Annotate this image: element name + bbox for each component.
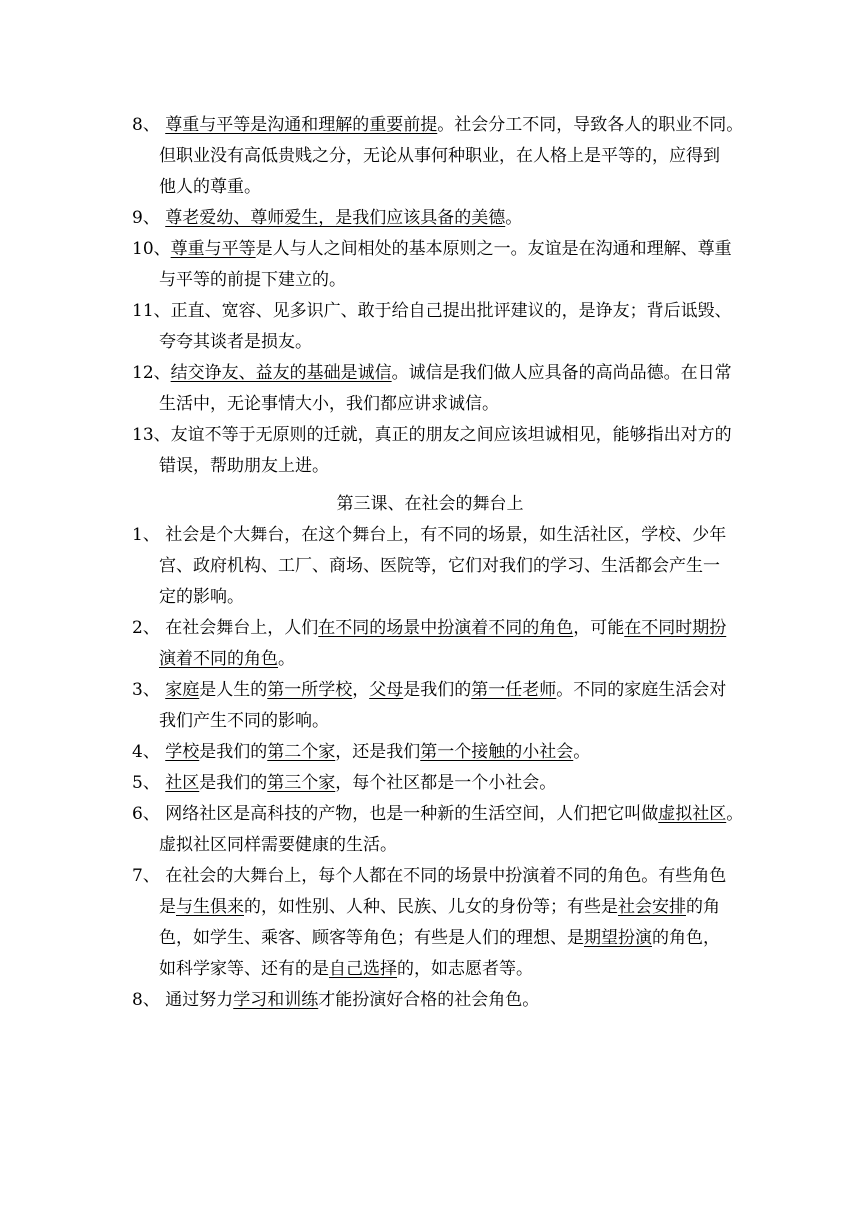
list-item [132, 799, 744, 861]
text-span: 定的影响。 [159, 587, 244, 607]
underlined-text: 虚拟社区 [658, 804, 727, 824]
text-line [132, 358, 732, 389]
text-line [132, 613, 732, 644]
text-line [132, 582, 732, 613]
underlined-text: 学习和训练 [233, 990, 319, 1010]
text-span: 。 [278, 649, 295, 669]
text-line [132, 768, 732, 799]
text-line [132, 520, 732, 551]
text-span: 是我们的 [199, 742, 268, 762]
text-span: 是人生的 [199, 680, 268, 700]
text-span: 。 [573, 742, 591, 762]
text-line [132, 706, 732, 737]
text-span: ，每个社区都是一个小社会。 [335, 773, 557, 793]
text-line [132, 420, 732, 451]
text-span: 是我们的 [199, 773, 268, 793]
text-span: 的，如性别、人种、民族、儿女的身份等；有些是 [244, 897, 618, 917]
text-span: 宫、政府机构、工厂、商场、医院等，它们对我们的学习、生活都会产生一 [159, 556, 720, 576]
list-item [132, 520, 732, 613]
text-line [132, 954, 732, 985]
list-item [132, 203, 732, 234]
text-line [132, 327, 732, 358]
text-span: 他人的尊重。 [159, 177, 261, 197]
text-line [132, 265, 732, 296]
list-item [132, 675, 732, 737]
underlined-text: 第三个家 [267, 773, 336, 793]
text-span: 。诚信是我们做人应具备的高尚品德。在日常 [391, 363, 732, 383]
text-span: 与平等的前提下建立的。 [159, 270, 346, 290]
text-span: 才能扮演好合格的社会角色。 [318, 990, 540, 1010]
text-span: 虚拟社区同样需要健康的生活。 [159, 835, 397, 855]
underlined-text: 期望扮演 [584, 928, 652, 948]
text-line [132, 110, 744, 141]
text-span: 6、 网络社区是高科技的产物，也是一种新的生活空间，人们把它叫做 [132, 804, 659, 824]
text-span: 如科学家等、还有的是 [159, 959, 329, 979]
text-span: 8、 [132, 115, 166, 135]
text-span: 色，如学生、乘客、顾客等角色；有些是人们的理想、是 [159, 928, 584, 948]
text-span: 生活中，无论事情大小，我们都应讲求诚信。 [159, 394, 499, 414]
list-item [132, 420, 732, 482]
text-span: 7、 在社会的大舞台上，每个人都在不同的场景中扮演着不同的角色。有些角色 [132, 866, 727, 886]
text-span: 9、 [132, 208, 166, 228]
underlined-text: 学校 [165, 742, 200, 762]
underlined-text: 第一任老师 [471, 680, 557, 700]
text-span: 11、正直、宽容、见多识广、敢于给自己提出批评建议的，是诤友；背后诋毁、 [132, 301, 732, 321]
underlined-text: 家庭 [165, 680, 200, 700]
text-line [132, 892, 732, 923]
text-line [132, 203, 732, 234]
underlined-text: 尊重与平等是沟通和理解的重要前提 [165, 115, 438, 135]
text-span: 是人与人之间相处的基本原则之一。友谊是在沟通和理解、尊重 [255, 239, 732, 259]
list-item [132, 110, 744, 203]
underlined-text: 社会安排 [618, 897, 686, 917]
text-span: 是我们的 [403, 680, 472, 700]
text-line [132, 861, 732, 892]
text-span: 3、 [132, 680, 166, 700]
text-line [132, 737, 732, 768]
underlined-text: 社区 [165, 773, 200, 793]
text-span: 1、 社会是个大舞台，在这个舞台上，有不同的场景，如生活社区，学校、少年 [132, 525, 727, 545]
text-line [132, 644, 732, 675]
text-span: 错误，帮助朋友上进。 [159, 456, 329, 476]
underlined-text: 在不同的场景中扮演着不同的角色 [318, 618, 574, 638]
underlined-text: 第一个接触的小社会 [420, 742, 574, 762]
text-line [132, 923, 732, 954]
text-span: 的角 [686, 897, 720, 917]
text-span: 10、 [132, 239, 171, 259]
text-line [132, 389, 732, 420]
underlined-text: 在不同时期扮 [624, 618, 727, 638]
list-item [132, 768, 732, 799]
underlined-text: 自己选择 [329, 959, 397, 979]
text-span: 4、 [132, 742, 166, 762]
text-span: ，还是我们 [335, 742, 421, 762]
text-line [132, 985, 732, 1016]
list-item [132, 358, 732, 420]
text-line [132, 830, 732, 861]
section-heading: 第三课、在社会的舞台上 [336, 494, 524, 514]
underlined-text: 演着不同的角色 [159, 649, 278, 669]
list-item [132, 296, 732, 358]
underlined-text: 与生俱来 [176, 897, 244, 917]
underlined-text: 尊老爱幼、尊师爱生，是我们应该具备的美德 [165, 208, 506, 228]
text-span: 12、 [132, 363, 171, 383]
text-line [132, 551, 732, 582]
text-span: 我们产生不同的影响。 [159, 711, 329, 731]
underlined-text: 尊重与平等 [170, 239, 256, 259]
text-line [132, 799, 744, 830]
text-span: 夸夸其谈者是损友。 [159, 332, 312, 352]
list-item [132, 613, 732, 675]
text-line [132, 296, 732, 327]
text-line [132, 141, 732, 172]
text-span: ，可能 [573, 618, 625, 638]
text-span: 的角色， [652, 928, 720, 948]
text-span: 的，如志愿者等。 [397, 959, 533, 979]
text-span: 2、 在社会舞台上，人们 [132, 618, 319, 638]
underlined-text: 第二个家 [267, 742, 336, 762]
text-span: ， [352, 680, 370, 700]
list-item [132, 234, 732, 296]
text-line [132, 675, 732, 706]
text-span: 13、友谊不等于无原则的迁就，真正的朋友之间应该坦诚相见，能够指出对方的 [132, 425, 732, 445]
text-span: 是 [159, 897, 176, 917]
text-line [132, 451, 732, 482]
text-span: 8、 通过努力 [132, 990, 234, 1010]
list-item [132, 737, 732, 768]
underlined-text: 结交诤友、益友的基础是诚信 [170, 363, 392, 383]
text-span: 。不同的家庭生活会对 [556, 680, 727, 700]
list-item [132, 985, 732, 1016]
text-span: 。 [505, 208, 523, 228]
underlined-text: 第一所学校 [267, 680, 353, 700]
text-span: 。社会分工不同，导致各人的职业不同。 [437, 115, 744, 135]
text-span: 5、 [132, 773, 166, 793]
text-span: 。 [726, 804, 744, 824]
underlined-text: 父母 [369, 680, 404, 700]
text-line [132, 234, 732, 265]
text-line [132, 172, 732, 203]
text-span: 但职业没有高低贵贱之分，无论从事何种职业，在人格上是平等的，应得到 [159, 146, 720, 166]
list-item [132, 861, 732, 985]
